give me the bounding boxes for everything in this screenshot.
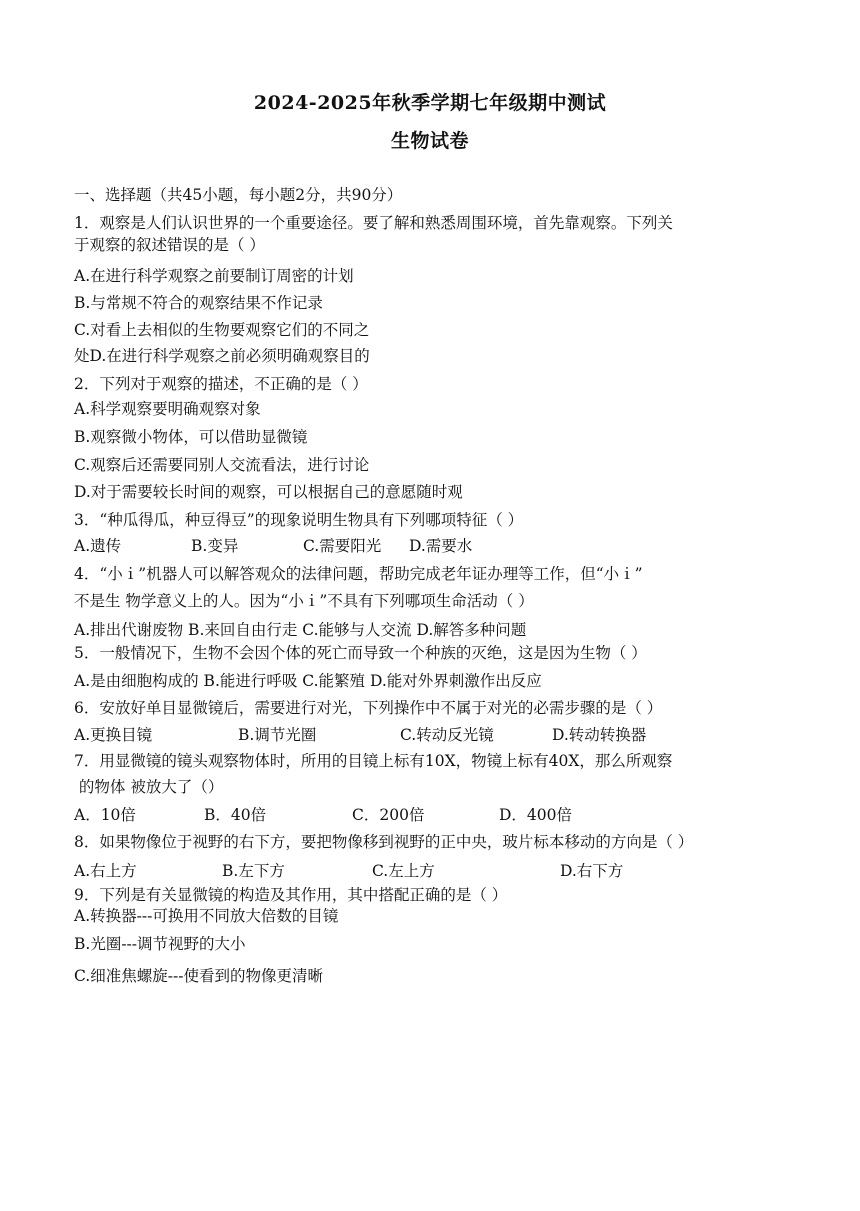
q5-options: A.是由细胞构成的 B.能进行呼吸 C.能繁殖 D.能对外界刺激作出反应 xyxy=(74,672,542,690)
exam-subtitle: 生物试卷 xyxy=(390,130,469,152)
q3-option-d: D.需要水 xyxy=(409,537,473,555)
q2-option-c: C.观察后还需要同别人交流看法，进行讨论 xyxy=(74,456,370,474)
q8-option-b: B.左下方 xyxy=(222,862,285,880)
q1-option-a: A.在进行科学观察之前要制订周密的计划 xyxy=(74,267,354,285)
q9-option-a: A.转换器---可换用不同放大倍数的目镜 xyxy=(74,907,339,925)
q8-stem: 8．如果物像位于视野的右下方，要把物像移到视野的正中央，玻片标本移动的方向是（ ） xyxy=(74,833,694,851)
q2-option-d: D.对于需要较长时间的观察，可以根据自己的意愿随时观 xyxy=(74,483,463,501)
q7-option-c: C．200倍 xyxy=(352,806,425,824)
q7-options xyxy=(74,805,572,825)
q6-option-a: A.更换目镜 xyxy=(74,726,153,744)
q7-option-b: B．40倍 xyxy=(204,806,267,824)
q7-stem-line2: 的物体 被放大了（） xyxy=(74,778,224,796)
q8-options xyxy=(74,861,623,881)
section-header: 一、选择题（共45小题，每小题2分，共90分） xyxy=(74,186,403,204)
q3-option-a: A.遗传 xyxy=(74,537,122,555)
q3-options xyxy=(74,536,472,556)
q1-option-b: B.与常规不符合的观察结果不作记录 xyxy=(74,294,323,312)
q7-option-a: A．10倍 xyxy=(74,806,136,824)
q7-option-d: D．400倍 xyxy=(499,806,573,824)
q1-option-c: C.对看上去相似的生物要观察它们的不同之 xyxy=(74,321,370,339)
q6-stem: 6．安放好单目显微镜后，需要进行对光，下列操作中不属于对光的必需步骤的是（ ） xyxy=(74,699,663,717)
q7-stem-line1: 7．用显微镜的镜头观察物体时，所用的目镜上标有10X，物镜上标有40X，那么所观察 xyxy=(74,752,673,770)
q6-option-c: C.转动反光镜 xyxy=(400,726,494,744)
q1-stem-line2: 于观察的叙述错误的是（ ） xyxy=(74,236,265,254)
q2-option-b: B.观察微小物体，可以借助显微镜 xyxy=(74,428,308,446)
q4-stem-line1: 4．“小ｉ”机器人可以解答观众的法律问题，帮助完成老年证办理等工作，但“小ｉ” xyxy=(74,565,643,583)
q6-options xyxy=(74,725,646,745)
q3-option-c: C.需要阳光 xyxy=(303,537,382,555)
q8-option-c: C.左上方 xyxy=(372,862,435,880)
q8-option-a: A.右上方 xyxy=(74,862,137,880)
q1-stem-line1: 1．观察是人们认识世界的一个重要途径。要了解和熟悉周围环境，首先靠观察。下列关 xyxy=(74,214,673,232)
q3-option-b: B.变异 xyxy=(191,537,239,555)
exam-title: 2024-2025年秋季学期七年级期中测试 xyxy=(253,92,607,114)
q2-option-a: A.科学观察要明确观察对象 xyxy=(74,400,261,418)
q9-option-b: B.光圈---调节视野的大小 xyxy=(74,935,246,953)
q2-stem: 2．下列对于观察的描述，不正确的是（ ） xyxy=(74,375,368,393)
q4-stem-line2: 不是生 物学意义上的人。因为“小ｉ”不具有下列哪项生命活动（ ） xyxy=(74,592,534,610)
q3-stem: 3．“种瓜得瓜，种豆得豆”的现象说明生物具有下列哪项特征（ ） xyxy=(74,511,524,529)
q6-option-b: B.调节光圈 xyxy=(238,726,317,744)
q5-stem: 5．一般情况下，生物不会因个体的死亡而导致一个种族的灭绝，这是因为生物（ ） xyxy=(74,644,647,662)
q9-option-c: C.细准焦螺旋---使看到的物像更清晰 xyxy=(74,967,323,985)
q9-stem: 9．下列是有关显微镜的构造及其作用，其中搭配正确的是（ ） xyxy=(74,886,508,904)
q1-option-d: 处D.在进行科学观察之前必须明确观察目的 xyxy=(74,347,370,365)
q4-options: A.排出代谢废物 B.来回自由行走 C.能够与人交流 D.解答多种问题 xyxy=(74,621,527,639)
q6-option-d: D.转动转换器 xyxy=(552,726,647,744)
q8-option-d: D.右下方 xyxy=(560,862,624,880)
